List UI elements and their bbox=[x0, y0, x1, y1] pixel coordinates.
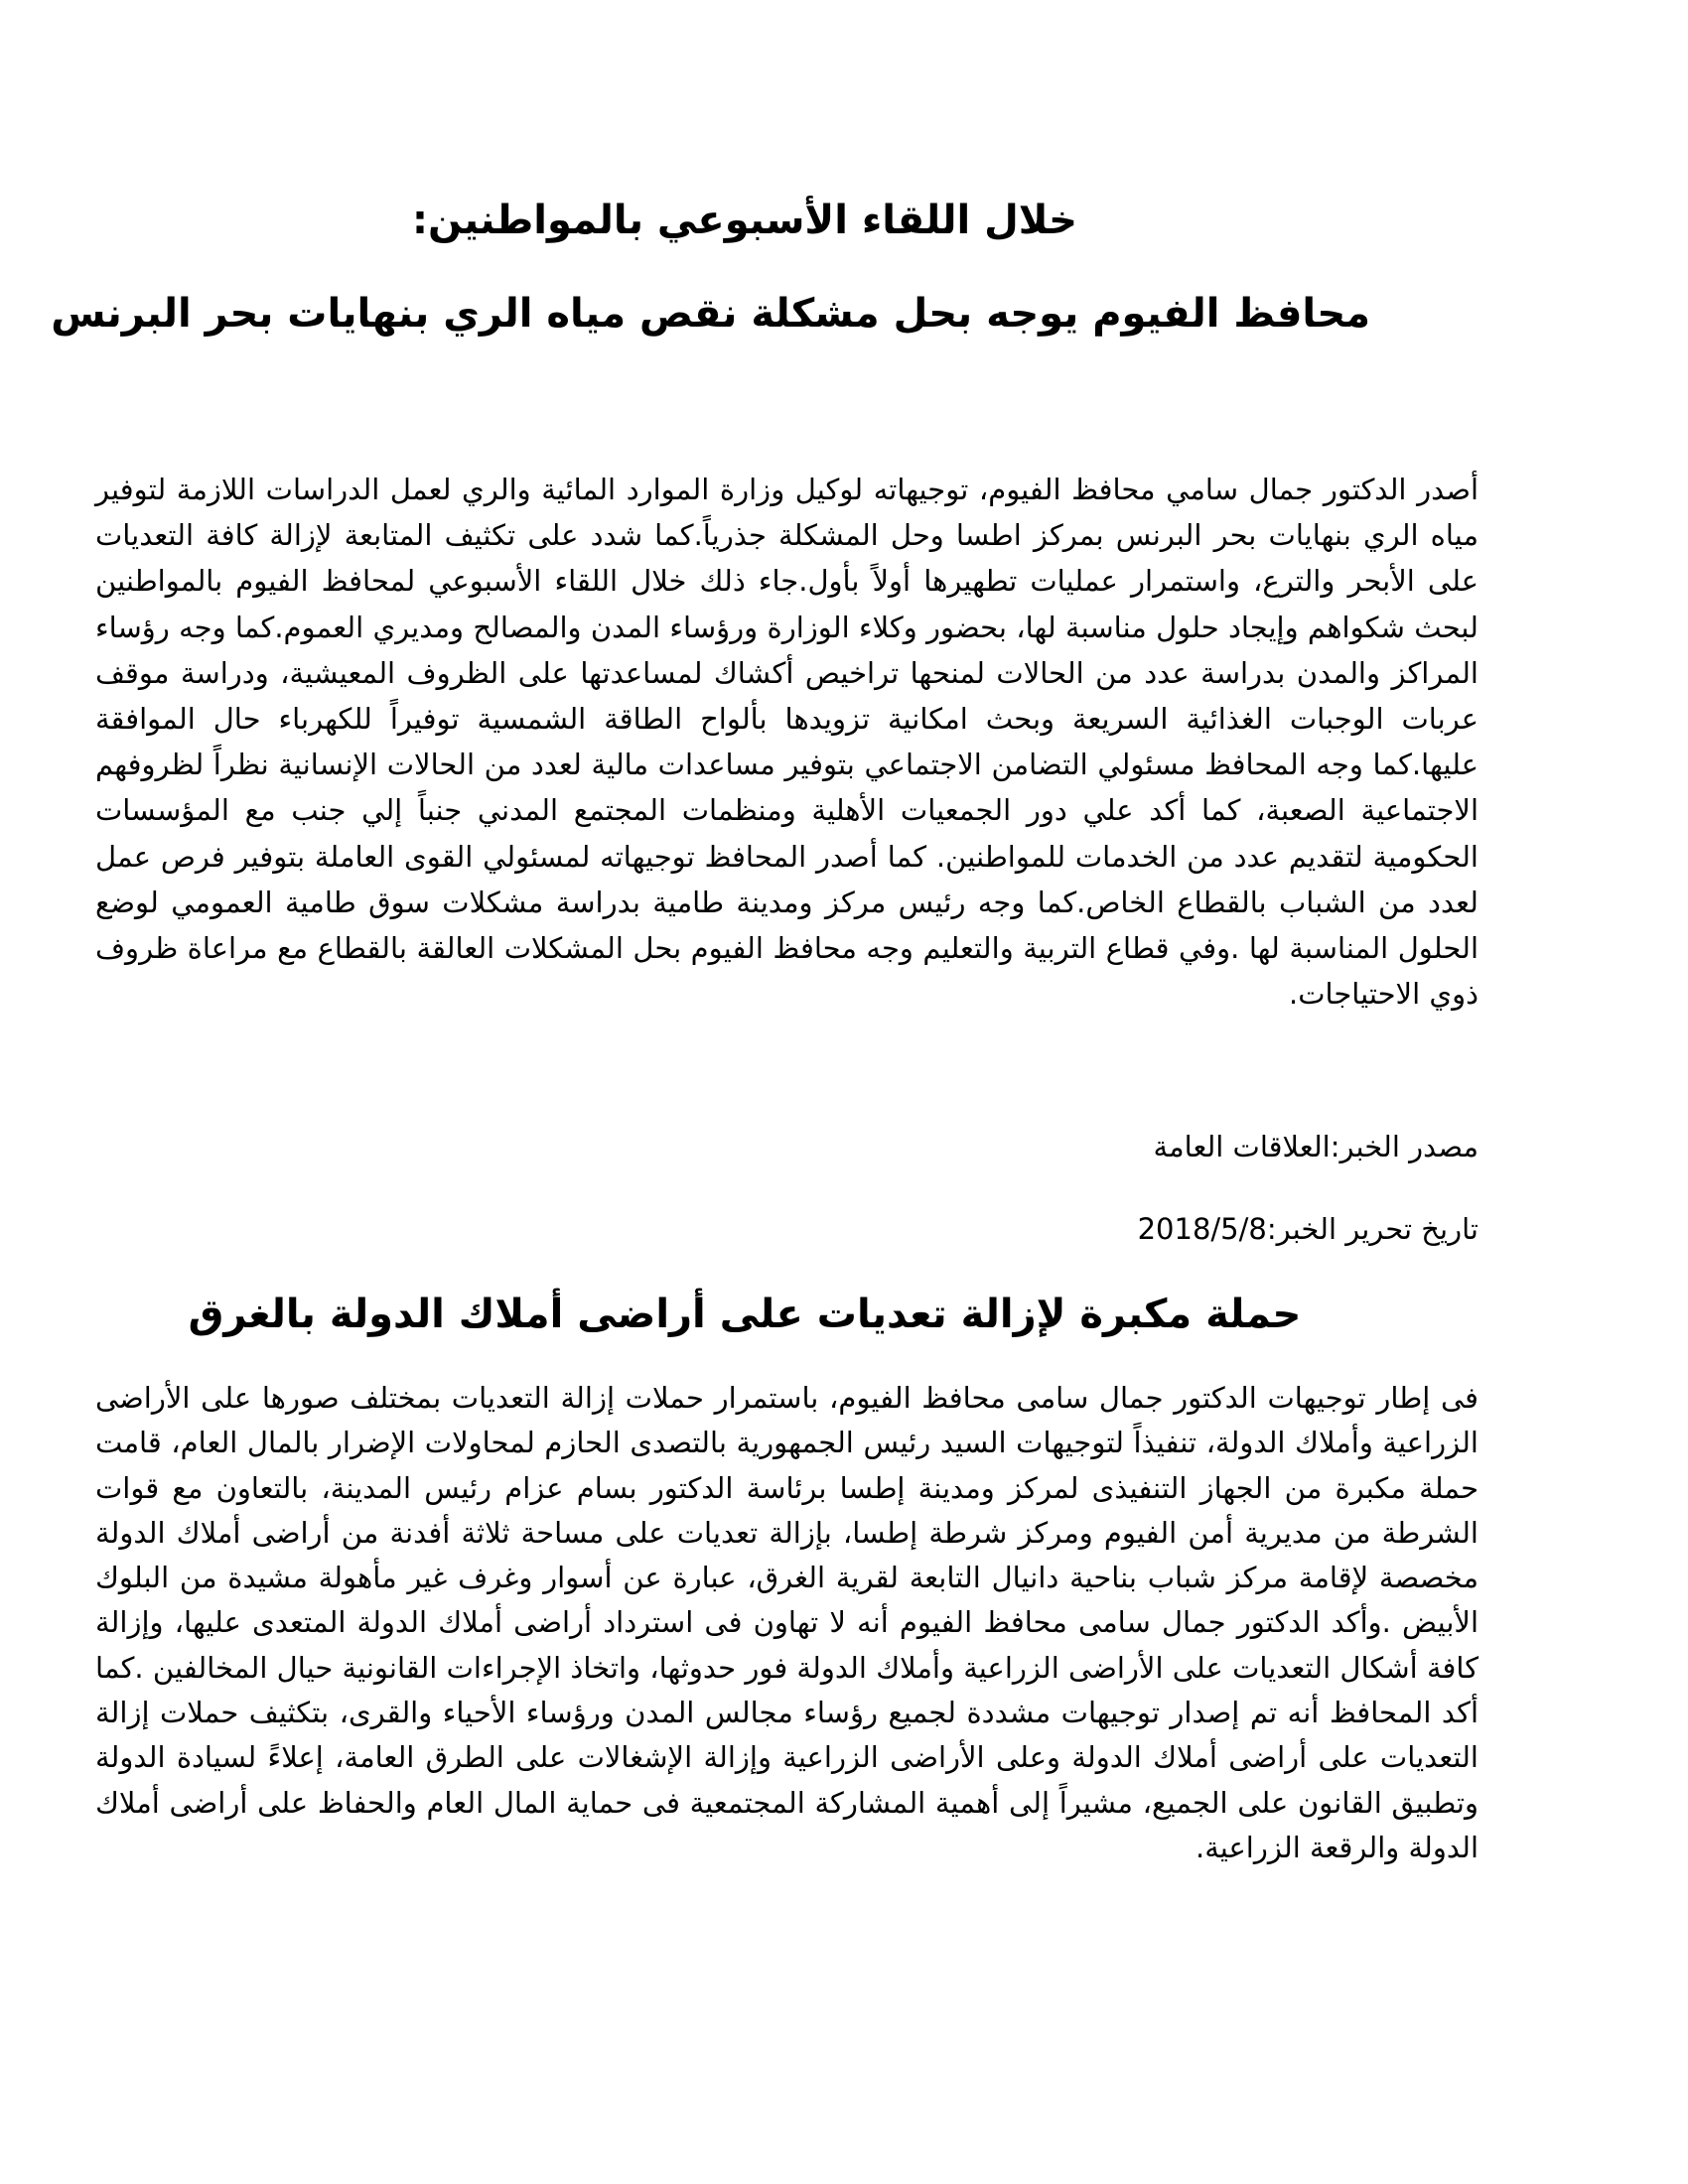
news-date-value: 2018/5/8 bbox=[1137, 1212, 1267, 1246]
headline-2: محافظ الفيوم يوجه بحل مشكلة نقص مياه الري بنهايات بحر البرنس bbox=[51, 291, 1370, 337]
headline-1: خلال اللقاء الأسبوعي بالمواطنين: bbox=[411, 198, 1078, 243]
article-2-body: فى إطار توجيهات الدكتور جمال سامى محافظ الفيوم، باستمرار حملات إزالة التعديات بمختلف صورها على الأراضى الزراعية وأملاك الدولة، تنفيذاً لتوجيهات السيد رئيس الجمهورية بالتصدى الحازم لمحاولات الإضرار بالمال العام، قامت حملة مكبرة من الجهاز التنفيذى لمركز ومدينة إطسا برئاسة الدكتور بسام عزام رئيس المدينة، بالتعاون مع قوات الشرطة من مديرية أمن الفيوم ومركز شرطة إطسا، بإزالة تعديات على مساحة ثلاثة أفدنة من أراضى أملاك الدولة مخصصة لإقامة مركز شباب بناحية دانيال التابعة لقرية الغرق، عبارة عن أسوار وغرف غير مأهولة مشيدة من البلوك الأبيض .وأكد الدكتور جمال سامى محافظ الفيوم أنه لا تهاون فى استرداد أراضى أملاك الدولة المتعدى عليها، وإزالة كافة أشكال التعديات على الأراضى الزراعية وأملاك الدولة فور حدوثها، واتخاذ الإجراءات القانونية حيال المخالفين .كما أكد المحافظ أنه تم إصدار توجيهات مشددة لجميع رؤساء مجالس المدن ورؤساء الأحياء والقرى، بتكثيف حملات إزالة التعديات على أراضى أملاك الدولة وعلى الأراضى الزراعية وإزالة الإشغالات على الطرق العامة، إعلاءً لسيادة الدولة وتطبيق القانون على الجميع، مشيراً إلى أهمية المشاركة المجتمعية فى حماية المال العام والحفاظ على أراضى أملاك الدولة والرقعة الزراعية. bbox=[95, 1381, 1478, 1864]
news-date-label: تاريخ تحرير الخبر: bbox=[1266, 1212, 1478, 1246]
news-date bbox=[95, 1212, 1478, 1247]
news-source: مصدر الخبر:العلاقات العامة bbox=[1153, 1130, 1478, 1163]
headline-3: حملة مكبرة لإزالة تعديات على أراضى أملاك الدولة بالغرق bbox=[188, 1292, 1302, 1337]
article-1-body: أصدر الدكتور جمال سامي محافظ الفيوم، توجيهاته لوكيل وزارة الموارد المائية والري لعمل الدراسات اللازمة لتوفير مياه الري بنهايات بحر البرنس بمركز اطسا وحل المشكلة جذرياً.كما شدد على تكثيف المتابعة لإزالة كافة التعديات على الأبحر والترع، واستمرار عمليات تطهيرها أولاً بأول.جاء ذلك خلال اللقاء الأسبوعي لمحافظ الفيوم بالمواطنين لبحث شكواهم وإيجاد حلول مناسبة لها، بحضور وكلاء الوزارة ورؤساء المدن والمصالح ومديري العموم.كما وجه رؤساء المراكز والمدن بدراسة عدد من الحالات لمنحها تراخيص أكشاك لمساعدتها على الظروف المعيشية، ودراسة موقف عربات الوجبات الغذائية السريعة وبحث امكانية تزويدها بألواح الطاقة الشمسية توفيراً للكهرباء حال الموافقة عليها.كما وجه المحافظ مسئولي التضامن الاجتماعي بتوفير مساعدات مالية لعدد من الحالات الإنسانية نظراً لظروفهم الاجتماعية الصعبة، كما أكد علي دور الجمعيات الأهلية ومنظمات المجتمع المدني جنباً إلي جنب مع المؤسسات الحكومية لتقديم عدد من الخدمات للمواطنين. كما أصدر المحافظ توجيهاته لمسئولي القوى العاملة بتوفير فرص عمل لعدد من الشباب بالقطاع الخاص.كما وجه رئيس مركز ومدينة طامية بدراسة مشكلات سوق طامية العمومي لوضع الحلول المناسبة لها .وفي قطاع التربية والتعليم وجه محافظ الفيوم بحل المشكلات العالقة بالقطاع مع مراعاة ظروف ذوي الاحتياجات. bbox=[95, 473, 1478, 1012]
